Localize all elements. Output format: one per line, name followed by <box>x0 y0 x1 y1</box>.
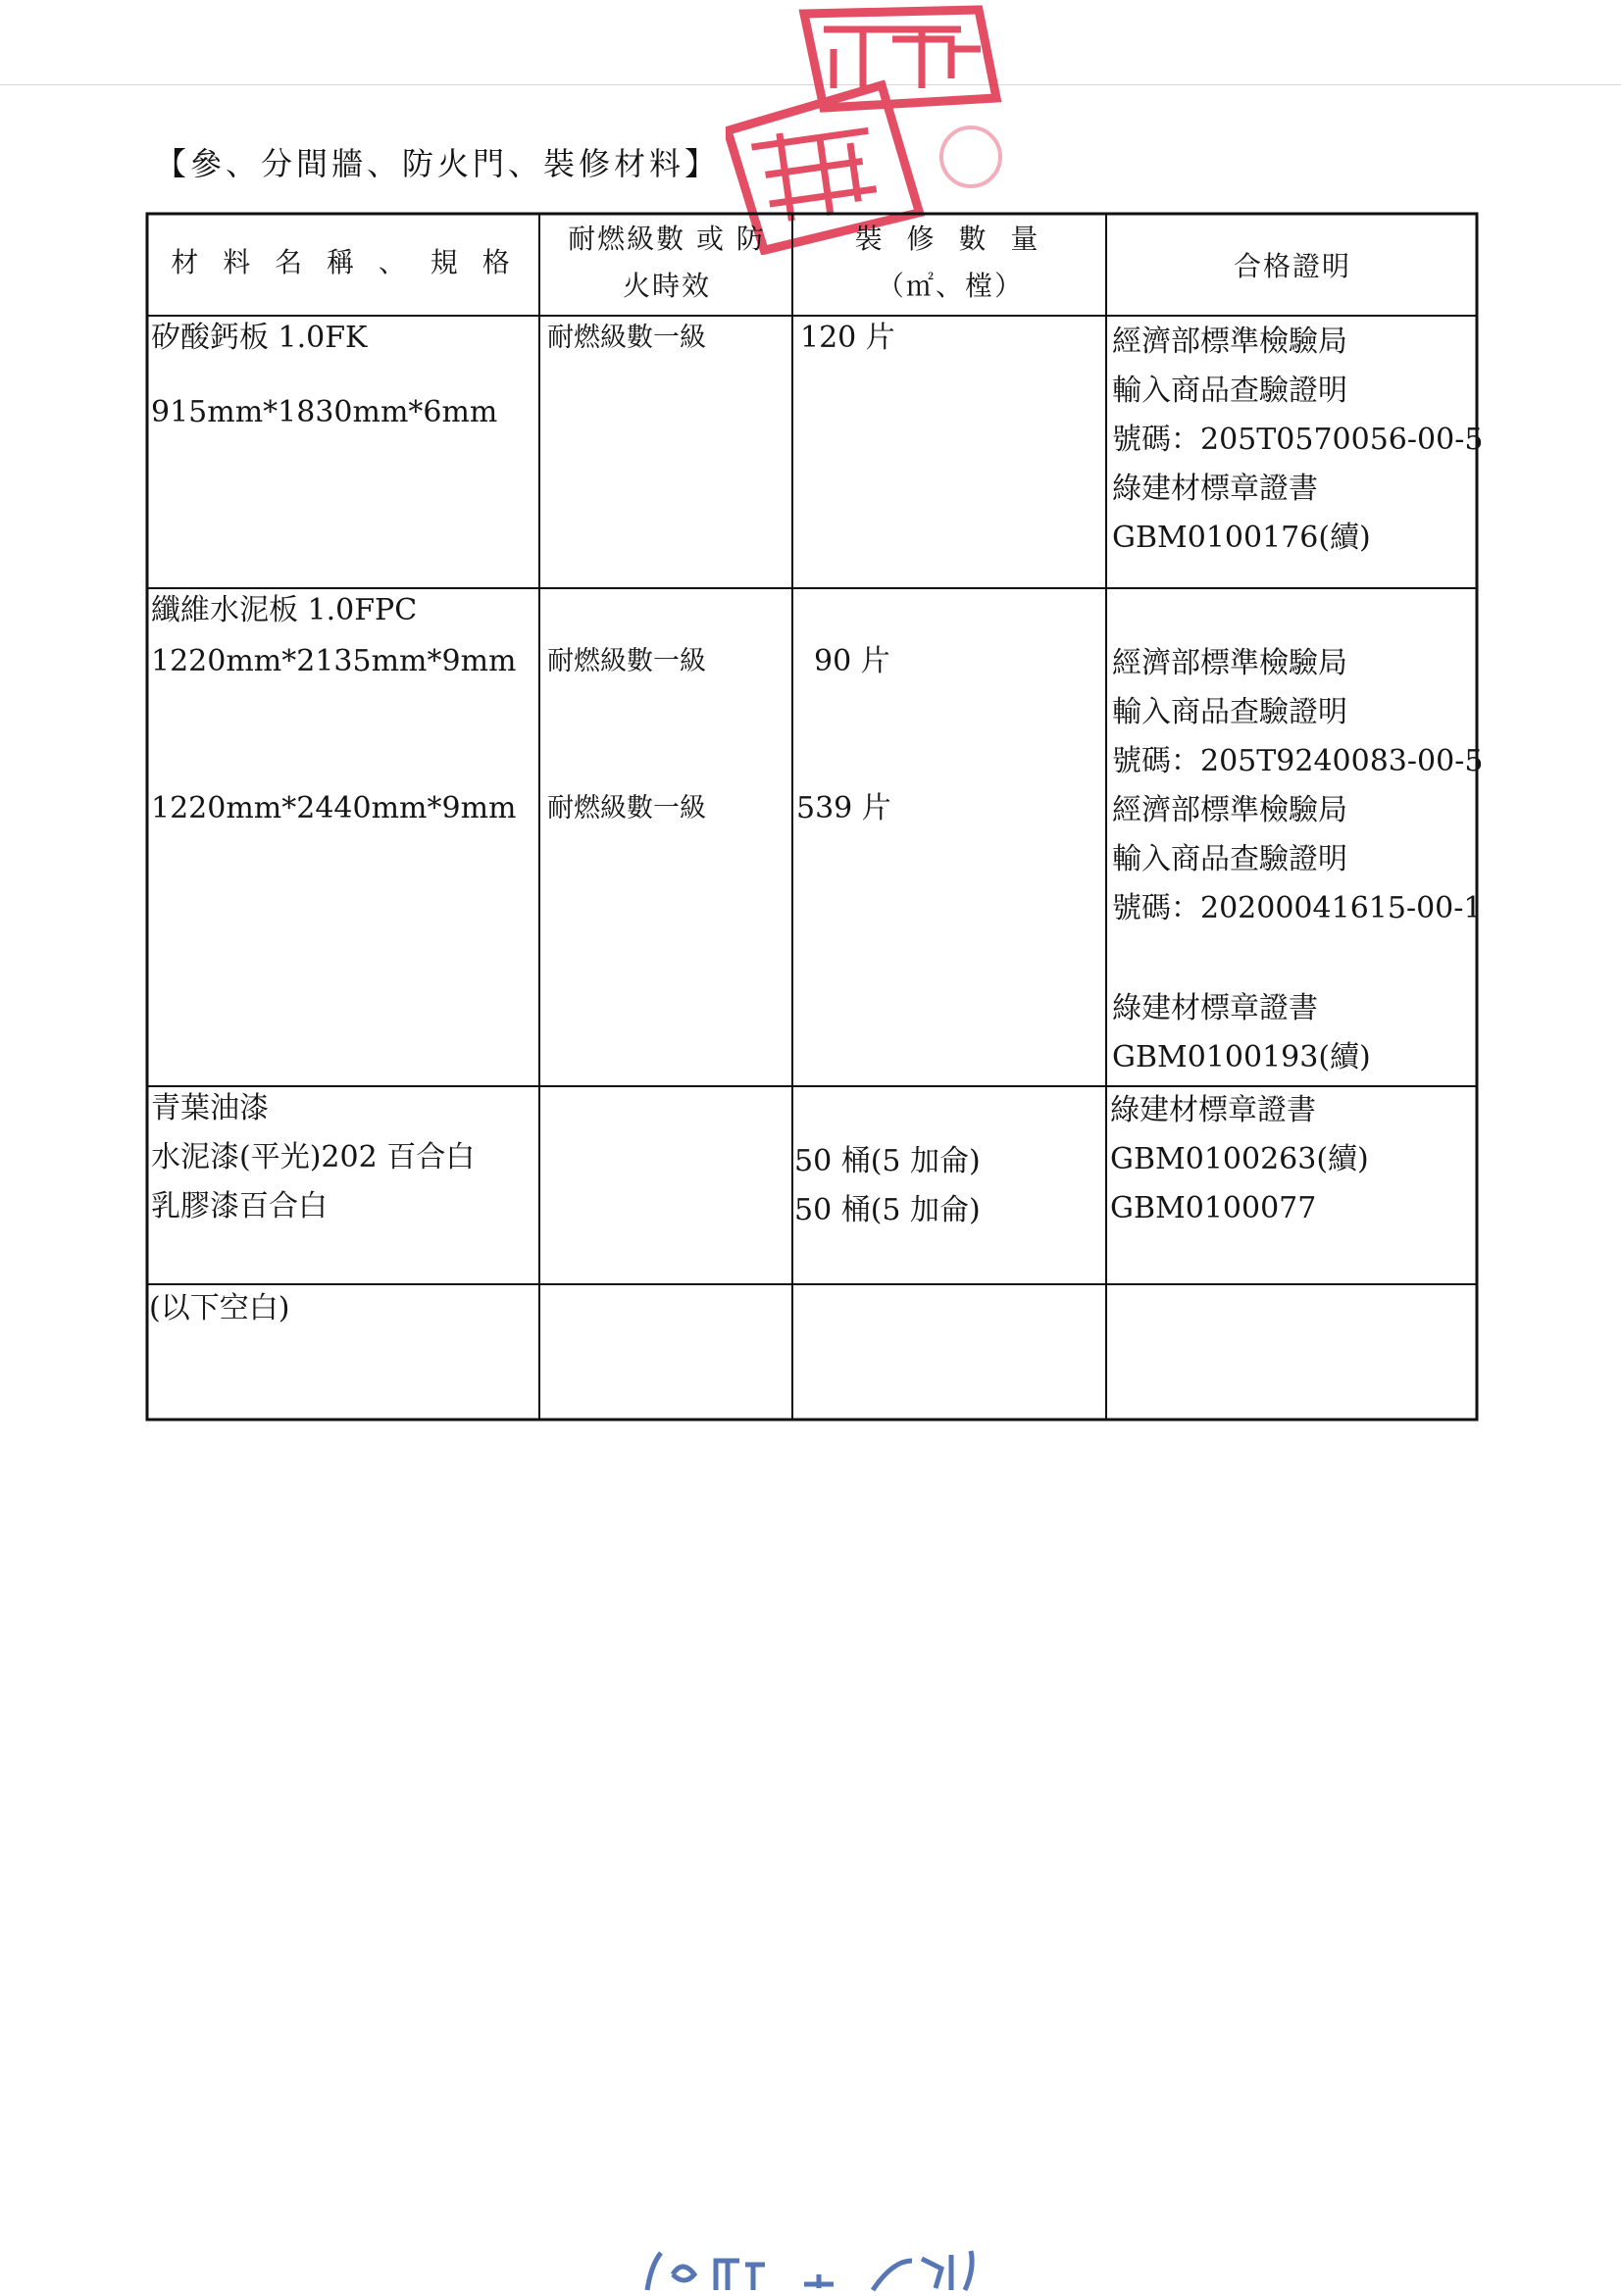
row1-fire: 耐燃級數一級 <box>547 323 706 353</box>
row1-name-line1: 矽酸鈣板 1.0FK <box>151 321 368 355</box>
row1-qty: 120 片 <box>800 321 895 355</box>
row3-cert-line2: GBM0100263(續) <box>1110 1142 1369 1176</box>
row2-cert-line9: GBM0100193(續) <box>1112 1040 1371 1074</box>
header-name: 材 料 名 稱 、 規 格 <box>171 246 518 278</box>
header-fire-line1: 耐燃級數 或 防 <box>568 223 766 255</box>
row3-cert-line1: 綠建材標章證書 <box>1110 1093 1316 1127</box>
row1-cert-line4: 綠建材標章證書 <box>1112 472 1318 506</box>
row3-qty-line2: 50 桶(5 加侖) <box>794 1193 981 1227</box>
row3-name-line3: 乳膠漆百合白 <box>151 1189 328 1223</box>
row2-cert-line1: 經濟部標準檢驗局 <box>1112 646 1347 680</box>
section-heading: 【參、分間牆、防火門、裝修材料】 <box>155 145 721 182</box>
row2-name-line2: 1220mm*2135mm*9mm <box>151 644 517 678</box>
row2-cert-line5: 輸入商品查驗證明 <box>1112 842 1347 876</box>
header-qty-line1: 裝 修 數 量 <box>854 223 1046 255</box>
header-qty-line2: （㎡、樘） <box>876 270 1024 302</box>
row2-cert-line2: 輸入商品查驗證明 <box>1112 695 1347 729</box>
row4-name-line1: (以下空白) <box>149 1291 290 1325</box>
row2-qty-line1: 90 片 <box>814 644 890 678</box>
header-fire-line2: 火時效 <box>622 270 711 302</box>
row3-name-line2: 水泥漆(平光)202 百合白 <box>151 1140 476 1174</box>
row1-cert-line5: GBM0100176(續) <box>1112 521 1371 555</box>
row2-cert-line6: 號碼：20200041615-00-1 <box>1112 891 1483 925</box>
scan-edge-line <box>0 84 1621 85</box>
row1-cert-line3: 號碼：205T0570056-00-5 <box>1112 423 1484 457</box>
row2-qty-line2: 539 片 <box>796 791 891 825</box>
row3-qty-line1: 50 桶(5 加侖) <box>794 1144 981 1178</box>
row2-fire-line1: 耐燃級數一級 <box>547 646 706 676</box>
row3-name-line1: 青葉油漆 <box>151 1091 269 1125</box>
row2-cert-line4: 經濟部標準檢驗局 <box>1112 793 1347 827</box>
row2-cert-line3: 號碼：205T9240083-00-5 <box>1112 744 1484 778</box>
row2-fire-line2: 耐燃級數一級 <box>547 793 706 824</box>
row1-cert-line1: 經濟部標準檢驗局 <box>1112 324 1347 359</box>
row2-name-line3: 1220mm*2440mm*9mm <box>151 791 517 825</box>
materials-table <box>145 212 1484 1423</box>
row2-cert-line8: 綠建材標章證書 <box>1112 991 1318 1025</box>
blue-footer-stamp <box>637 2245 990 2292</box>
row1-cert-line2: 輸入商品查驗證明 <box>1112 374 1347 408</box>
row2-name-line1: 纖維水泥板 1.0FPC <box>151 593 418 627</box>
header-cert: 合格證明 <box>1233 250 1351 282</box>
row1-name-line3: 915mm*1830mm*6mm <box>151 395 498 429</box>
row3-cert-line3: GBM0100077 <box>1110 1191 1317 1225</box>
